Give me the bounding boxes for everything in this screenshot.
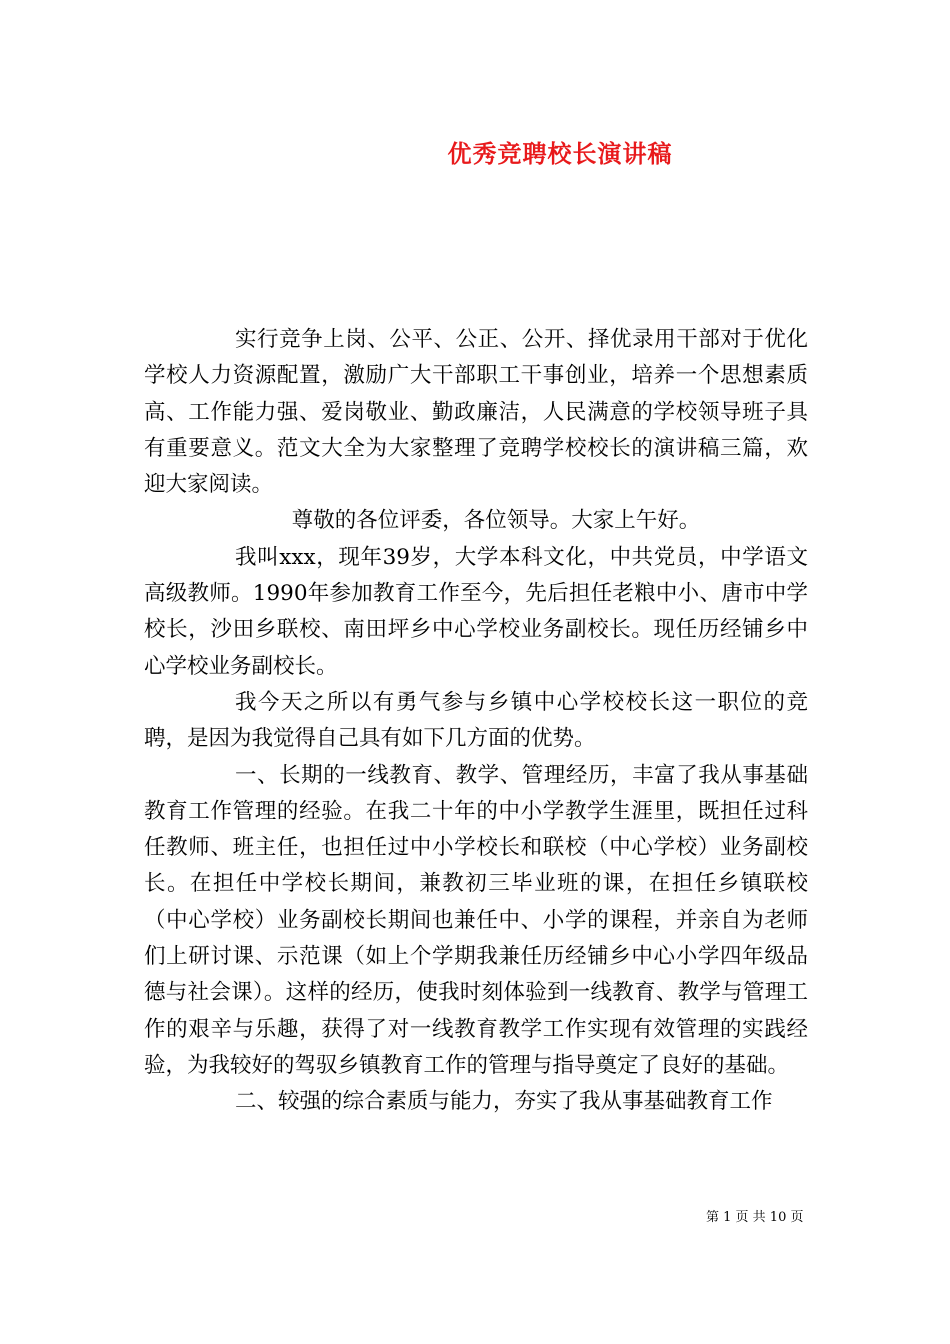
paragraph-advantage-two: 二、较强的综合素质与能力，夯实了我从事基础教育工作 — [235, 1089, 773, 1115]
paragraph-self-introduction: 我叫xxx，现年39岁，大学本科文化，中共党员，中学语文高级教师。1990年参加教育工作至今，先后担任老粮中小、唐市中学校长，沙田乡联校、南田坪乡中心学校业务副校长。现任历经铺乡中心学校业务副校长。 — [144, 544, 808, 679]
document-title: 优秀竞聘校长演讲稿 — [447, 139, 673, 168]
paragraph-greeting: 尊敬的各位评委，各位领导。大家上午好。 — [291, 508, 701, 534]
document-body — [144, 322, 808, 1121]
page-number-footer: 第 1 页 共 10 页 — [706, 1210, 804, 1225]
paragraph-intro: 实行竞争上岗、公平、公正、公开、择优录用干部对于优化学校人力资源配置，激励广大干部职工干事创业，培养一个思想素质高、工作能力强、爱岗敬业、勤政廉洁，人民满意的学校领导班子具有重要意义。范文大全为大家整理了竞聘学校校长的演讲稿三篇，欢迎大家阅读。 — [144, 327, 808, 498]
paragraph-advantage-one: 一、长期的一线教育、教学、管理经历，丰富了我从事基础教育工作管理的经验。在我二十年的中小学教学生涯里，既担任过科任教师、班主任，也担任过中小学校长和联校（中心学校）业务副校长。在担任中学校长期间，兼教初三毕业班的课，在担任乡镇联校（中心学校）业务副校长期间也兼任中、小学的课程，并亲自为老师们上研讨课、示范课（如上个学期我兼任历经铺乡中心小学四年级品德与社会课）。这样的经历，使我时刻体验到一线教育、教学与管理工作的艰辛与乐趣，获得了对一线教育教学工作实现有效管理的实践经验，为我较好的驾驭乡镇教育工作的管理与指导奠定了良好的基础。 — [144, 762, 808, 1078]
paragraph-motivation: 我今天之所以有勇气参与乡镇中心学校校长这一职位的竞聘，是因为我觉得自己具有如下几方面的优势。 — [144, 689, 808, 752]
